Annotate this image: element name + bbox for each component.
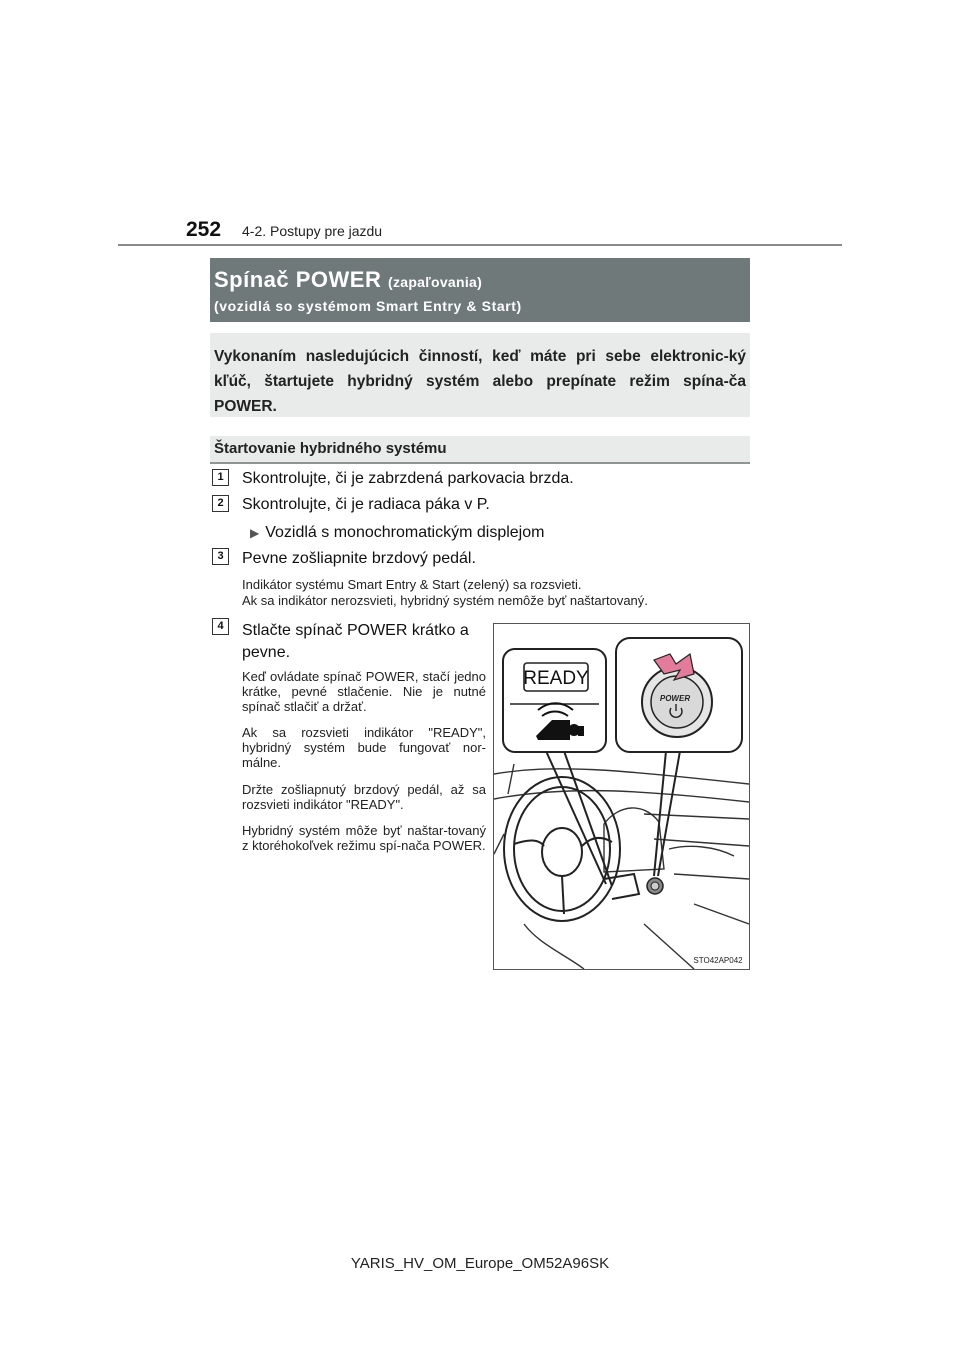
page-title bbox=[214, 267, 482, 293]
step-number-2: 2 bbox=[212, 495, 229, 512]
sub-item-text: Vozidlá s monochromatickým displejom bbox=[265, 524, 545, 541]
sub-item bbox=[250, 524, 544, 542]
step4-note-1: Keď ovládate spínač POWER, stačí jedno krátke, pevné stlačenie. Nie je nutné spínač stlačiť a držať. bbox=[242, 669, 486, 714]
power-callout bbox=[616, 638, 742, 752]
triangle-bullet-icon: ▶ bbox=[250, 526, 260, 540]
step3-note-2: Ak sa indikátor nerozsvieti, hybridný systém nemôže byť naštartovaný. bbox=[242, 593, 648, 608]
intro-box bbox=[210, 333, 750, 417]
step4-note-4: Hybridný systém môže byť naštar-tovaný z ktoréhokoľvek režimu spí-nača POWER. bbox=[242, 823, 486, 853]
steering-wheel bbox=[504, 777, 639, 921]
ready-callout bbox=[503, 649, 606, 752]
title-main-text: Spínač POWER bbox=[214, 267, 382, 292]
illustration-power-switch bbox=[493, 623, 750, 970]
subheading-bar bbox=[210, 436, 750, 464]
step3-note-1: Indikátor systému Smart Entry & Start (zelený) sa rozsvieti. bbox=[242, 577, 582, 592]
page-number: 252 bbox=[186, 218, 222, 241]
intro-text: Vykonaním nasledujúcich činností, keď máte pri sebe elektronic-ký kľúč, štartujete hybridný systém alebo prepínate režim spína-ča POWER. bbox=[214, 348, 746, 415]
dashboard-lines bbox=[494, 764, 749, 969]
figure-code: STO42AP042 bbox=[693, 956, 743, 965]
illustration-svg bbox=[494, 624, 749, 969]
ready-label: READY bbox=[523, 668, 589, 689]
step-number-3: 3 bbox=[212, 548, 229, 565]
footer-doc-id: YARIS_HV_OM_Europe_OM52A96SK bbox=[350, 1255, 610, 1272]
title-main-suffix: (zapaľovania) bbox=[387, 274, 483, 290]
subheading-text: Štartovanie hybridného systému bbox=[214, 440, 447, 457]
step4-note-2: Ak sa rozsvieti indikátor "READY", hybridný systém bude fungovať nor-málne. bbox=[242, 725, 486, 770]
section-label: 4-2. Postupy pre jazdu bbox=[242, 223, 383, 239]
dashboard-power-button bbox=[647, 878, 663, 894]
step4-note-3: Držte zošliapnutý brzdový pedál, až sa rozsvieti indikátor "READY". bbox=[242, 782, 486, 812]
step-text-4: Stlačte spínač POWER krátko a pevne. bbox=[242, 622, 469, 661]
step-number-1: 1 bbox=[212, 469, 229, 486]
power-label: POWER bbox=[659, 694, 691, 703]
step-text-3: Pevne zošliapnite brzdový pedál. bbox=[242, 550, 476, 567]
title-box bbox=[210, 258, 750, 322]
header-rule bbox=[118, 244, 842, 246]
page-subtitle: (vozidlá so systémom Smart Entry & Start) bbox=[214, 298, 522, 314]
step-number-4: 4 bbox=[212, 618, 229, 635]
step-text-2: Skontrolujte, či je radiaca páka v P. bbox=[242, 496, 490, 513]
step-text-1: Skontrolujte, či je zabrzdená parkovacia brzda. bbox=[242, 470, 574, 487]
